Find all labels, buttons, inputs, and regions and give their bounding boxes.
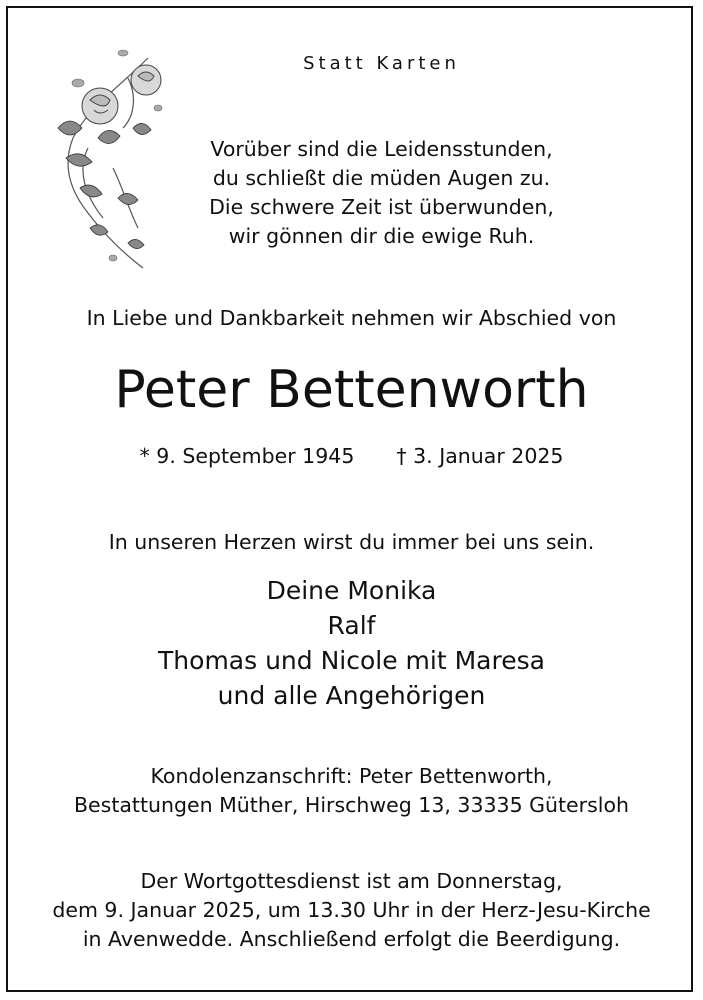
family-member: Thomas und Nicole mit Maresa xyxy=(158,646,545,675)
address-line: Kondolenzanschrift: Peter Bettenworth, xyxy=(150,764,553,788)
death-date: † 3. Januar 2025 xyxy=(396,444,564,468)
family-list xyxy=(0,573,703,713)
service-line: Der Wortgottesdienst ist am Donnerstag, xyxy=(140,869,563,893)
intro-text: In Liebe und Dankbarkeit nehmen wir Abschied von xyxy=(86,306,617,330)
header-label: Statt Karten xyxy=(303,53,460,74)
address-line: Bestattungen Müther, Hirschweg 13, 33335 Gütersloh xyxy=(73,793,630,817)
family-member: Deine Monika xyxy=(266,576,437,605)
service-info xyxy=(0,867,703,954)
deceased-name: Peter Bettenworth xyxy=(114,360,589,420)
poem-line: Vorüber sind die Leidensstunden, xyxy=(210,137,553,161)
family-member: Ralf xyxy=(327,611,376,640)
poem-line: du schließt die müden Augen zu. xyxy=(212,166,551,190)
poem-line: Die schwere Zeit ist überwunden, xyxy=(209,195,554,219)
life-dates xyxy=(0,444,703,468)
condolence-address xyxy=(0,762,703,820)
service-line: in Avenwedde. Anschließend erfolgt die Beerdigung. xyxy=(82,927,621,951)
poem xyxy=(30,135,703,251)
birth-date: * 9. September 1945 xyxy=(139,444,355,468)
service-line: dem 9. Januar 2025, um 13.30 Uhr in der Herz-Jesu-Kirche xyxy=(52,898,651,922)
poem-line: wir gönnen dir die ewige Ruh. xyxy=(228,224,535,248)
family-member: und alle Angehörigen xyxy=(217,681,486,710)
motto-text: In unseren Herzen wirst du immer bei uns sein. xyxy=(108,530,595,554)
